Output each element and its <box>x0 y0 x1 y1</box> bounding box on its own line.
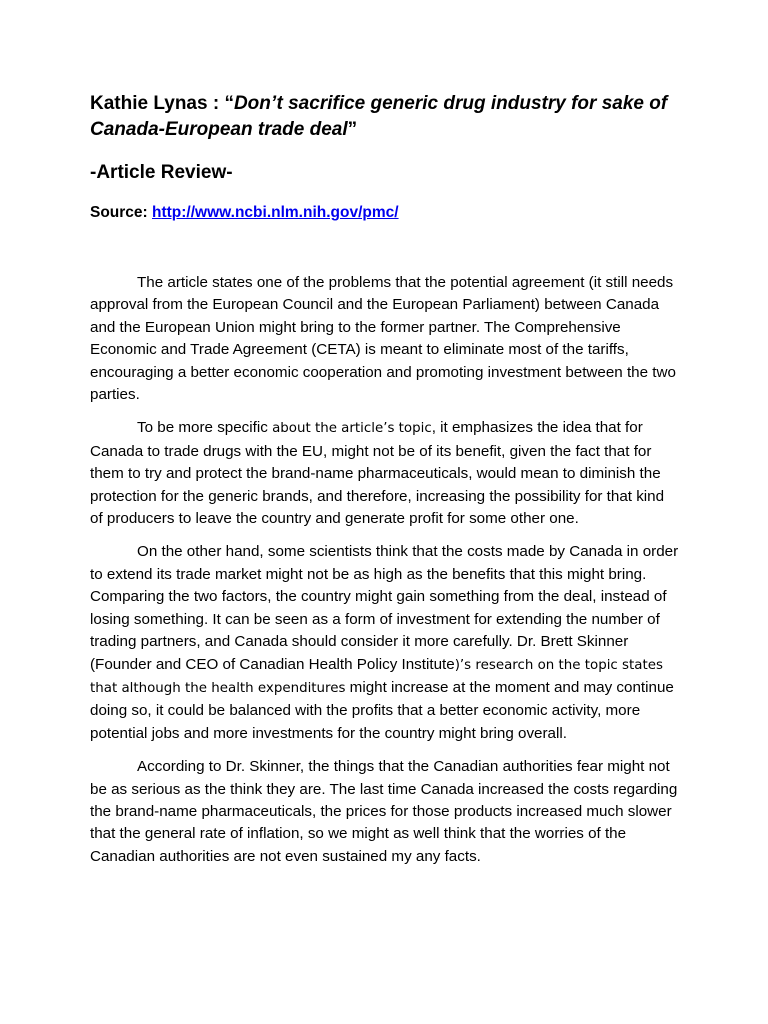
paragraph-2-text-c: , it emphasizes the idea that for Canada to trade drugs with the EU, might not be of its benefit, given the fact that for them to try and protect the brand-name pharmaceuticals, would mean to diminish the protection for the generic brands, and therefore, increasing the possibility for that kind of producers to leave the country and generate profit for some other one. <box>90 419 665 528</box>
article-body <box>90 272 680 879</box>
paragraph-3 <box>90 541 680 745</box>
paragraph-3-text-c: might increase at the moment and may continue doing so, it could be balanced with the profits that a better economic activity, more potential jobs and more investments for the country might bring overall. <box>90 678 674 742</box>
document-subtitle: -Article Review- <box>90 162 233 183</box>
source-label: Source: <box>90 204 153 221</box>
close-quote-mark: ” <box>347 119 358 140</box>
paragraph-4: According to Dr. Skinner, the things that the Canadian authorities fear might not be as serious as the think they are. The last time Canada increased the costs regarding the brand-name pharmaceuticals, the prices for those products increased much slower that the general rate of inflation, so we might as well think that the worries of the Canadian authorities are not even sustained my any facts. <box>90 758 678 865</box>
paragraph-1: The article states one of the problems that the potential agreement (it still needs approval from the European Council and the European Parliament) between Canada and the European Union might bring to the former partner. The Comprehensive Economic and Trade Agreement (CETA) is meant to eliminate most of the tariffs, encouraging a better economic cooperation and promoting investment between the two parties. <box>90 274 676 404</box>
paragraph-2-text-b: about the article’s topic <box>272 421 432 437</box>
paragraph-2 <box>90 417 680 530</box>
paragraph-2-text-a: To be more specific <box>137 419 273 437</box>
open-quote-mark: “ <box>224 93 234 114</box>
paragraph-3-text-a: On the other hand, some scientists think that the costs made by Canada in order to extend its trade market might not be as high as the benefits that this might bring. Comparing the two factors, the country might gain something from the deal, instead of losing something. It can be seen as a form of investment for extending the number of trading partners, and Canada should consider it more carefully. Dr. Brett Skinner (Founder and CEO of Canadian Health Policy Institute <box>90 543 679 673</box>
source-link[interactable]: http://www.ncbi.nlm.nih.gov/pmc/ <box>152 204 399 221</box>
document-title <box>90 91 710 143</box>
article-quote-title: Don’t sacrifice generic drug industry for sake of Canada-European trade deal <box>90 93 668 140</box>
paragraph-3-text-b: )’s research on the topic states that although the health expenditures <box>90 657 663 696</box>
source-line <box>90 202 399 224</box>
author-name: Kathie Lynas : <box>90 93 225 114</box>
